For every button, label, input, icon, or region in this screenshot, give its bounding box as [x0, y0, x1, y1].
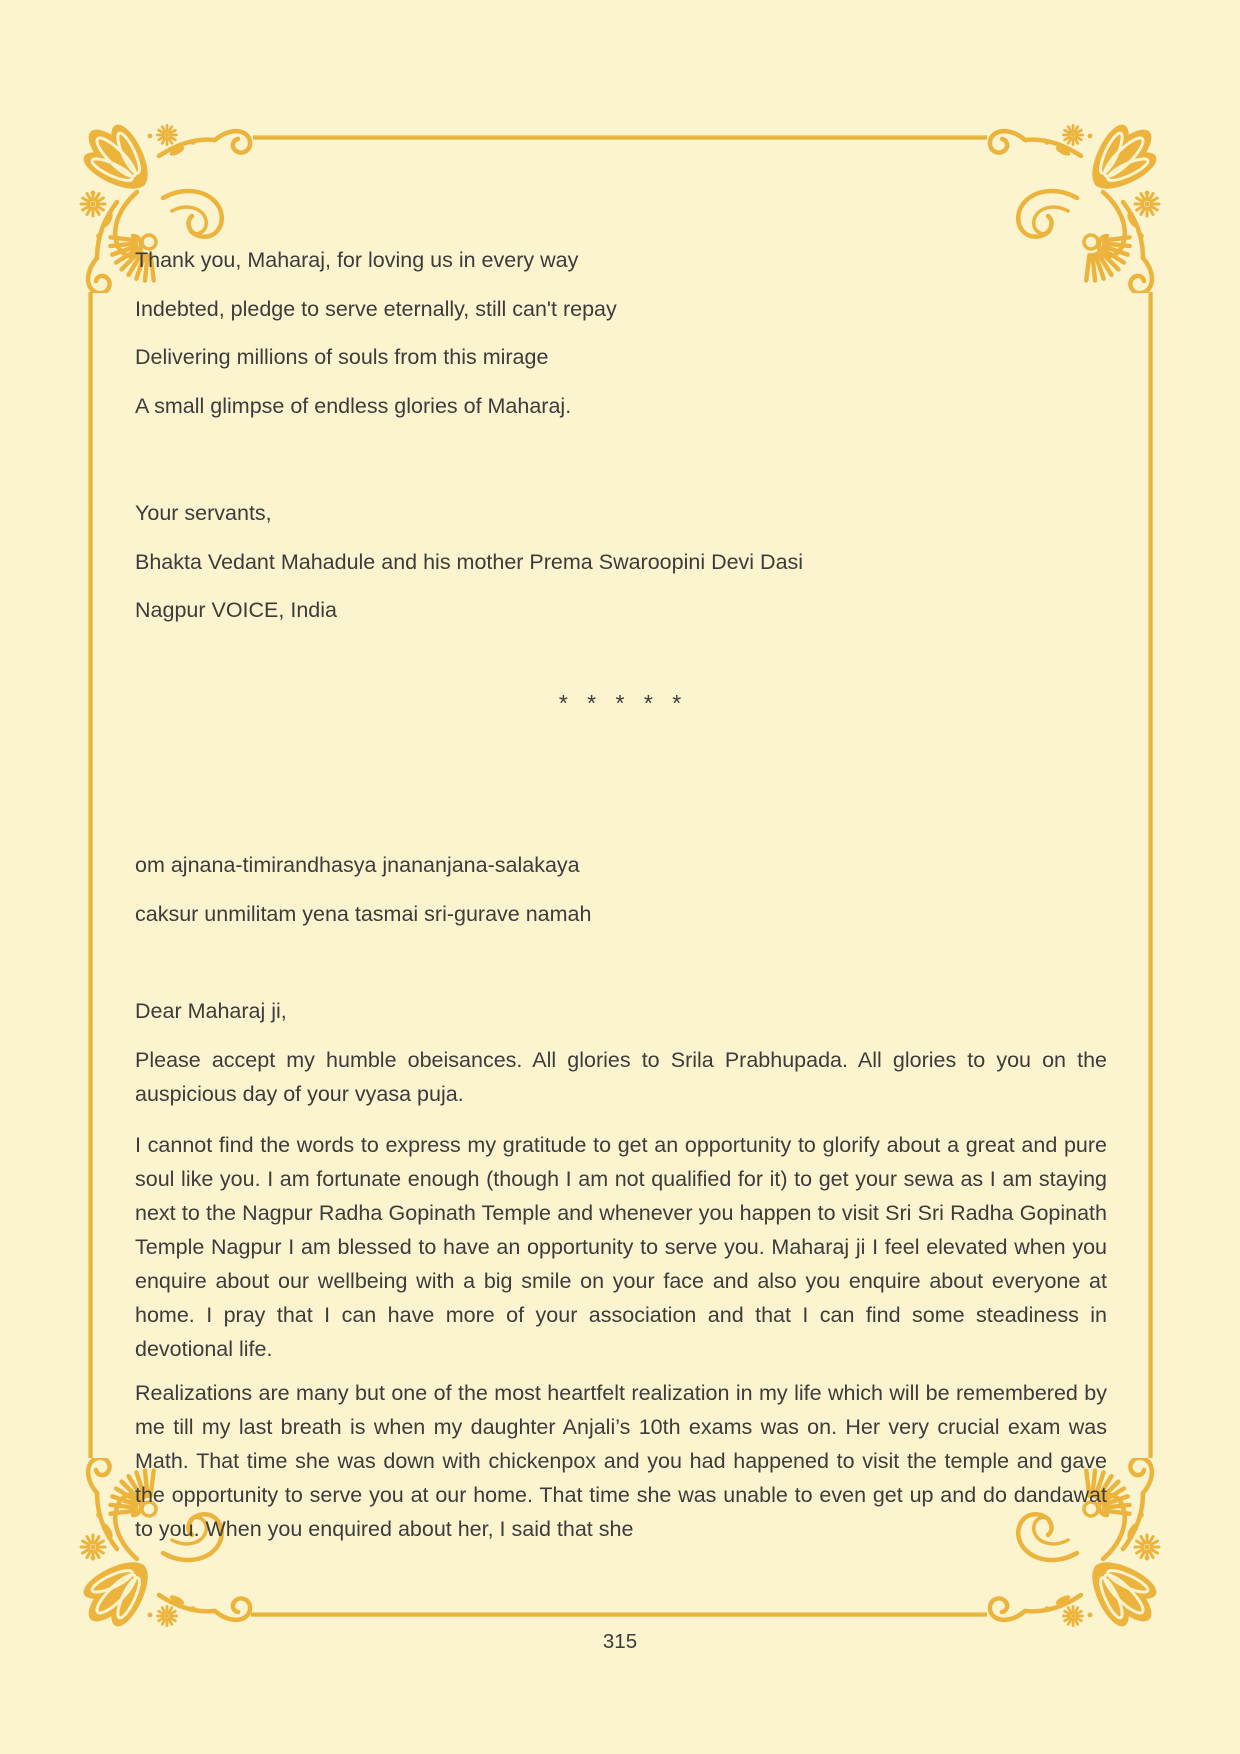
salutation: Dear Maharaj ji,: [135, 999, 287, 1023]
poem-block: [135, 247, 1107, 441]
poem-line: A small glimpse of endless glories of Maharaj.: [135, 393, 572, 418]
verse-line: caksur unmilitam yena tasmai sri-gurave namah: [135, 901, 592, 926]
page-number: 315: [602, 1630, 638, 1653]
signature-block: [135, 500, 1107, 646]
section-separator: * * * * *: [558, 690, 684, 716]
letter-paragraph: Please accept my humble obeisances. All glories to Srila Prabhupada. All glories to you on the auspicious day of your vyasa puja.: [135, 1048, 1107, 1106]
signature-line: Your servants,: [135, 501, 272, 525]
signature-line: Bhakta Vedant Mahadule and his mother Prema Swaroopini Devi Dasi: [135, 549, 804, 574]
poem-line: Indebted, pledge to serve eternally, still can't repay: [135, 296, 617, 321]
letter-paragraph: Realizations are many but one of the most heartfelt realization in my life which will be remembered by me till my last breath is when my daughter Anjali’s 10th exams was on. Her very crucial exam was Math. That time she was down with chickenpox and you had happened to visit the temple and gave the opportunity to serve you at our home. That time she was unable to even get up and do dandawat to you. When you enquired about her, I said that she: [135, 1381, 1107, 1541]
border-line-right: [1148, 292, 1153, 1458]
poem-line: Thank you, Maharaj, for loving us in every way: [135, 248, 579, 272]
border-line-bottom: [251, 1612, 987, 1617]
letter-paragraph: I cannot find the words to express my gratitude to get an opportunity to glorify about a great and pure soul like you. I am fortunate enough (though I am not qualified for it) to get your sewa as I am staying next to the Nagpur Radha Gopinath Temple and whenever you happen to visit Sri Sri Radha Gopinath Temple Nagpur I am blessed to have an opportunity to serve you. Maharaj ji I feel elevated when you enquire about our wellbeing with a big smile on your face and also you enquire about everyone at home. I pray that I can have more of your association and that I can find some steadiness in devotional life.: [135, 1133, 1107, 1361]
poem-line: Delivering millions of souls from this mirage: [135, 345, 549, 369]
border-line-top: [253, 135, 987, 140]
signature-line: Nagpur VOICE, India: [135, 598, 337, 622]
verse-line: om ajnana-timirandhasya jnananjana-salakaya: [135, 853, 580, 877]
verse-block: [135, 852, 1107, 949]
border-line-left: [88, 292, 93, 1458]
